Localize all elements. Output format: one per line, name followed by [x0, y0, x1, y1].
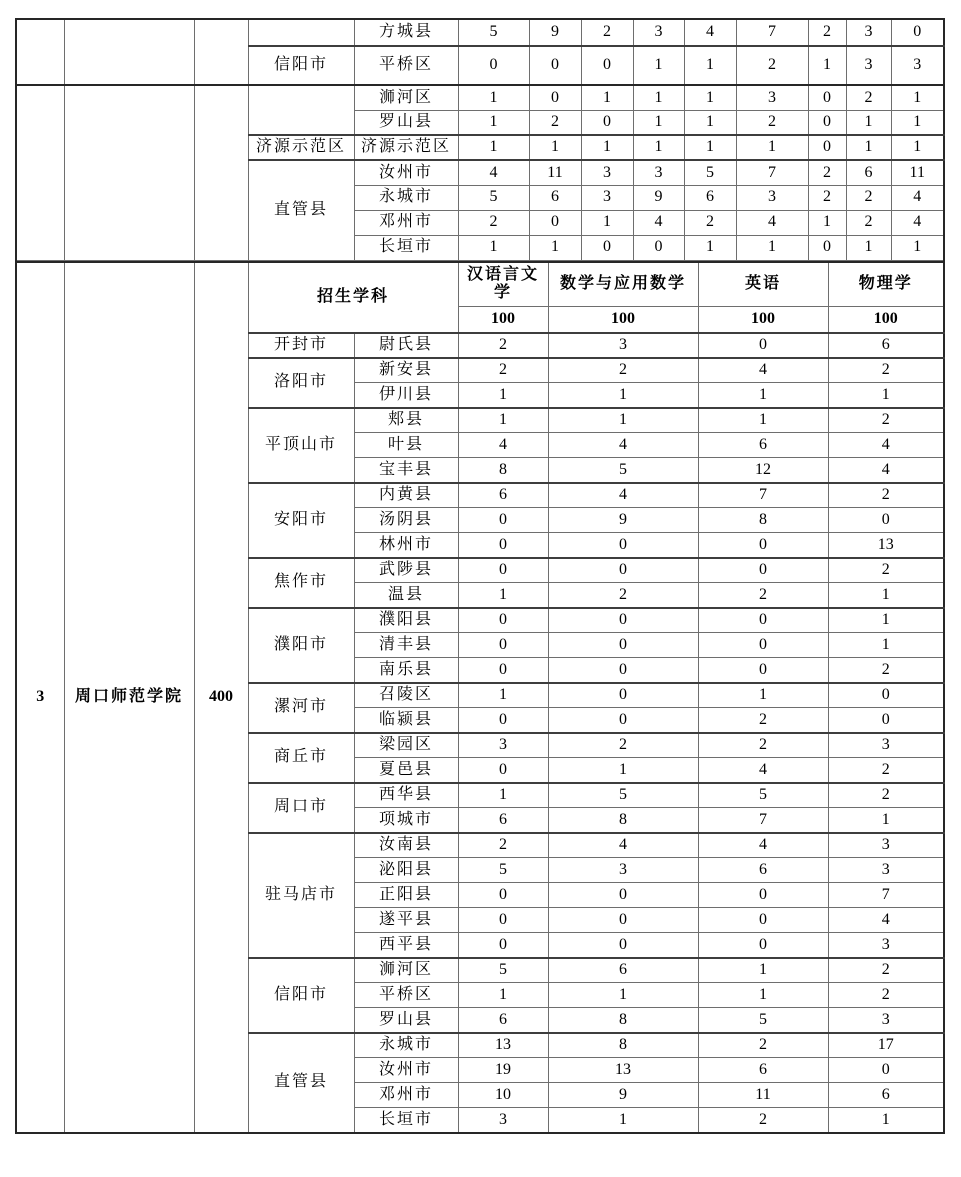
- school-name-cell: [64, 19, 194, 85]
- county-cell: 西平县: [354, 933, 458, 958]
- county-cell: 长垣市: [354, 1108, 458, 1133]
- county-cell: 郏县: [354, 408, 458, 433]
- value-cell: 6: [458, 1008, 548, 1033]
- value-cell: 2: [808, 19, 846, 46]
- value-cell: 8: [548, 1008, 698, 1033]
- value-cell: 1: [846, 235, 891, 260]
- value-cell: 3: [846, 46, 891, 85]
- value-cell: 2: [736, 110, 808, 135]
- value-cell: 1: [458, 408, 548, 433]
- value-cell: 0: [458, 508, 548, 533]
- value-cell: 4: [698, 758, 828, 783]
- value-cell: 2: [846, 185, 891, 210]
- quota-total-cell: 400: [194, 262, 248, 1133]
- value-cell: 3: [458, 733, 548, 758]
- value-cell: 0: [458, 608, 548, 633]
- value-cell: 1: [633, 85, 684, 110]
- city-cell: [248, 85, 354, 135]
- value-cell: 2: [828, 483, 944, 508]
- county-cell: 叶县: [354, 433, 458, 458]
- value-cell: 4: [684, 19, 736, 46]
- county-cell: 武陟县: [354, 558, 458, 583]
- value-cell: 3: [828, 733, 944, 758]
- value-cell: 6: [458, 483, 548, 508]
- value-cell: 7: [698, 808, 828, 833]
- county-cell: 邓州市: [354, 210, 458, 235]
- value-cell: 0: [633, 235, 684, 260]
- county-cell: 濮阳县: [354, 608, 458, 633]
- value-cell: 1: [581, 210, 633, 235]
- value-cell: 0: [548, 683, 698, 708]
- value-cell: 0: [581, 46, 633, 85]
- value-cell: 1: [684, 135, 736, 160]
- value-cell: 2: [828, 758, 944, 783]
- subject-quota-cell: 100: [828, 307, 944, 333]
- county-cell: 泌阳县: [354, 858, 458, 883]
- city-cell: 洛阳市: [248, 358, 354, 408]
- value-cell: 13: [548, 1058, 698, 1083]
- value-cell: 0: [698, 883, 828, 908]
- subject-header-cell: 英语: [698, 262, 828, 307]
- value-cell: 4: [828, 458, 944, 483]
- value-cell: 6: [828, 1083, 944, 1108]
- county-cell: 平桥区: [354, 46, 458, 85]
- value-cell: 12: [698, 458, 828, 483]
- value-cell: 9: [548, 508, 698, 533]
- value-cell: 2: [684, 210, 736, 235]
- value-cell: 1: [684, 235, 736, 260]
- value-cell: 3: [846, 19, 891, 46]
- value-cell: 4: [698, 833, 828, 858]
- value-cell: 3: [828, 933, 944, 958]
- value-cell: 2: [828, 408, 944, 433]
- value-cell: 3: [828, 833, 944, 858]
- value-cell: 1: [846, 110, 891, 135]
- value-cell: 0: [458, 708, 548, 733]
- city-cell: 周口市: [248, 783, 354, 833]
- subjects-label-cell: 招生学科: [248, 262, 458, 333]
- subject-header-cell: 汉语言文学: [458, 262, 548, 307]
- value-cell: 0: [548, 533, 698, 558]
- county-cell: 济源示范区: [354, 135, 458, 160]
- value-cell: 0: [581, 110, 633, 135]
- value-cell: 6: [698, 858, 828, 883]
- value-cell: 1: [548, 383, 698, 408]
- value-cell: 1: [891, 110, 944, 135]
- value-cell: 9: [633, 185, 684, 210]
- county-cell: 永城市: [354, 185, 458, 210]
- value-cell: 11: [529, 160, 581, 185]
- value-cell: 0: [529, 46, 581, 85]
- value-cell: 1: [458, 85, 529, 110]
- value-cell: 1: [548, 983, 698, 1008]
- value-cell: 4: [828, 433, 944, 458]
- value-cell: 1: [633, 46, 684, 85]
- value-cell: 4: [891, 210, 944, 235]
- value-cell: 0: [828, 508, 944, 533]
- value-cell: 2: [828, 983, 944, 1008]
- value-cell: 9: [548, 1083, 698, 1108]
- value-cell: 0: [698, 908, 828, 933]
- value-cell: 1: [828, 1108, 944, 1133]
- value-cell: 1: [529, 135, 581, 160]
- value-cell: 2: [581, 19, 633, 46]
- value-cell: 0: [548, 708, 698, 733]
- value-cell: 0: [698, 558, 828, 583]
- city-cell: 濮阳市: [248, 608, 354, 683]
- value-cell: 2: [698, 1033, 828, 1058]
- value-cell: 1: [458, 683, 548, 708]
- city-cell: 焦作市: [248, 558, 354, 608]
- value-cell: 7: [736, 19, 808, 46]
- city-cell: 信阳市: [248, 958, 354, 1033]
- value-cell: 1: [548, 408, 698, 433]
- value-cell: 19: [458, 1058, 548, 1083]
- value-cell: 0: [581, 235, 633, 260]
- value-cell: 0: [458, 758, 548, 783]
- value-cell: 2: [529, 110, 581, 135]
- value-cell: 3: [633, 19, 684, 46]
- county-cell: 召陵区: [354, 683, 458, 708]
- value-cell: 1: [529, 235, 581, 260]
- value-cell: 2: [698, 733, 828, 758]
- table-row: [16, 262, 944, 307]
- value-cell: 4: [548, 433, 698, 458]
- value-cell: 0: [828, 708, 944, 733]
- value-cell: 3: [828, 1008, 944, 1033]
- county-cell: 新安县: [354, 358, 458, 383]
- value-cell: 2: [458, 833, 548, 858]
- value-cell: 4: [548, 483, 698, 508]
- value-cell: 2: [846, 85, 891, 110]
- value-cell: 3: [581, 185, 633, 210]
- county-cell: 汤阴县: [354, 508, 458, 533]
- value-cell: 0: [808, 110, 846, 135]
- school-name-cell: [64, 85, 194, 260]
- value-cell: 6: [846, 160, 891, 185]
- county-cell: 平桥区: [354, 983, 458, 1008]
- value-cell: 5: [458, 858, 548, 883]
- county-cell: 项城市: [354, 808, 458, 833]
- school-name-cell: 周口师范学院: [64, 262, 194, 1133]
- value-cell: 2: [808, 160, 846, 185]
- value-cell: 2: [736, 46, 808, 85]
- value-cell: 1: [684, 85, 736, 110]
- value-cell: 4: [698, 358, 828, 383]
- value-cell: 1: [684, 46, 736, 85]
- value-cell: 11: [891, 160, 944, 185]
- value-cell: 3: [633, 160, 684, 185]
- value-cell: 5: [458, 185, 529, 210]
- table-row: [16, 19, 944, 46]
- value-cell: 1: [736, 135, 808, 160]
- county-cell: 汝州市: [354, 1058, 458, 1083]
- value-cell: 8: [548, 1033, 698, 1058]
- table-row: [16, 85, 944, 110]
- value-cell: 0: [808, 135, 846, 160]
- sequence-cell: [16, 19, 64, 85]
- value-cell: 0: [698, 608, 828, 633]
- value-cell: 2: [828, 958, 944, 983]
- value-cell: 8: [698, 508, 828, 533]
- city-cell: 漯河市: [248, 683, 354, 733]
- value-cell: 5: [548, 783, 698, 808]
- value-cell: 2: [548, 733, 698, 758]
- value-cell: 3: [891, 46, 944, 85]
- value-cell: 7: [736, 160, 808, 185]
- value-cell: 6: [698, 433, 828, 458]
- county-cell: 南乐县: [354, 658, 458, 683]
- value-cell: 2: [458, 358, 548, 383]
- city-cell: [248, 19, 354, 46]
- value-cell: 6: [698, 1058, 828, 1083]
- value-cell: 2: [458, 210, 529, 235]
- value-cell: 3: [736, 85, 808, 110]
- county-cell: 尉氏县: [354, 333, 458, 358]
- quota-table-top-section: [15, 18, 945, 261]
- value-cell: 7: [828, 883, 944, 908]
- value-cell: 6: [458, 808, 548, 833]
- value-cell: 1: [698, 408, 828, 433]
- value-cell: 1: [458, 983, 548, 1008]
- value-cell: 9: [529, 19, 581, 46]
- value-cell: 0: [548, 933, 698, 958]
- value-cell: 0: [458, 533, 548, 558]
- value-cell: 7: [698, 483, 828, 508]
- county-cell: 永城市: [354, 1033, 458, 1058]
- value-cell: 10: [458, 1083, 548, 1108]
- value-cell: 1: [458, 235, 529, 260]
- value-cell: 3: [736, 185, 808, 210]
- city-cell: 安阳市: [248, 483, 354, 558]
- value-cell: 6: [529, 185, 581, 210]
- value-cell: 0: [458, 933, 548, 958]
- value-cell: 0: [828, 683, 944, 708]
- value-cell: 2: [828, 558, 944, 583]
- county-cell: 临颍县: [354, 708, 458, 733]
- value-cell: 2: [698, 708, 828, 733]
- value-cell: 1: [581, 85, 633, 110]
- quota-total-cell: [194, 19, 248, 85]
- value-cell: 0: [458, 46, 529, 85]
- value-cell: 0: [698, 633, 828, 658]
- county-cell: 正阳县: [354, 883, 458, 908]
- value-cell: 4: [736, 210, 808, 235]
- value-cell: 0: [698, 658, 828, 683]
- value-cell: 4: [548, 833, 698, 858]
- city-cell: 开封市: [248, 333, 354, 358]
- county-cell: 清丰县: [354, 633, 458, 658]
- value-cell: 3: [581, 160, 633, 185]
- value-cell: 1: [698, 683, 828, 708]
- value-cell: 0: [808, 85, 846, 110]
- county-cell: 汝州市: [354, 160, 458, 185]
- value-cell: 0: [548, 658, 698, 683]
- value-cell: 3: [458, 1108, 548, 1133]
- value-cell: 4: [891, 185, 944, 210]
- value-cell: 6: [828, 333, 944, 358]
- value-cell: 1: [828, 583, 944, 608]
- value-cell: 0: [698, 533, 828, 558]
- value-cell: 17: [828, 1033, 944, 1058]
- value-cell: 5: [698, 1008, 828, 1033]
- value-cell: 0: [458, 883, 548, 908]
- value-cell: 1: [736, 235, 808, 260]
- county-cell: 罗山县: [354, 1008, 458, 1033]
- county-cell: 林州市: [354, 533, 458, 558]
- value-cell: 1: [633, 110, 684, 135]
- city-cell: 信阳市: [248, 46, 354, 85]
- value-cell: 0: [458, 633, 548, 658]
- value-cell: 8: [458, 458, 548, 483]
- value-cell: 2: [846, 210, 891, 235]
- value-cell: 1: [808, 210, 846, 235]
- city-cell: 济源示范区: [248, 135, 354, 160]
- value-cell: 0: [698, 333, 828, 358]
- value-cell: 5: [698, 783, 828, 808]
- value-cell: 2: [828, 658, 944, 683]
- value-cell: 1: [684, 110, 736, 135]
- value-cell: 5: [684, 160, 736, 185]
- value-cell: 1: [698, 983, 828, 1008]
- quota-table-school-3: [15, 261, 945, 1134]
- value-cell: 2: [548, 358, 698, 383]
- sequence-cell: 3: [16, 262, 64, 1133]
- value-cell: 1: [458, 135, 529, 160]
- value-cell: 13: [828, 533, 944, 558]
- county-cell: 西华县: [354, 783, 458, 808]
- value-cell: 4: [458, 160, 529, 185]
- city-cell: 驻马店市: [248, 833, 354, 958]
- county-cell: 浉河区: [354, 958, 458, 983]
- value-cell: 1: [458, 383, 548, 408]
- county-cell: 遂平县: [354, 908, 458, 933]
- value-cell: 6: [548, 958, 698, 983]
- county-cell: 长垣市: [354, 235, 458, 260]
- value-cell: 1: [808, 46, 846, 85]
- value-cell: 1: [891, 235, 944, 260]
- value-cell: 4: [458, 433, 548, 458]
- value-cell: 0: [529, 85, 581, 110]
- value-cell: 0: [548, 633, 698, 658]
- value-cell: 1: [548, 758, 698, 783]
- city-cell: 商丘市: [248, 733, 354, 783]
- quota-total-cell: [194, 85, 248, 260]
- value-cell: 0: [458, 658, 548, 683]
- sequence-cell: [16, 85, 64, 260]
- city-cell: 直管县: [248, 160, 354, 260]
- subject-header-cell: 数学与应用数学: [548, 262, 698, 307]
- value-cell: 3: [828, 858, 944, 883]
- county-cell: 浉河区: [354, 85, 458, 110]
- value-cell: 2: [828, 358, 944, 383]
- value-cell: 1: [458, 783, 548, 808]
- value-cell: 1: [548, 1108, 698, 1133]
- value-cell: 0: [529, 210, 581, 235]
- value-cell: 3: [548, 333, 698, 358]
- subject-header-cell: 物理学: [828, 262, 944, 307]
- value-cell: 1: [633, 135, 684, 160]
- value-cell: 4: [828, 908, 944, 933]
- value-cell: 1: [698, 383, 828, 408]
- value-cell: 1: [458, 583, 548, 608]
- value-cell: 1: [581, 135, 633, 160]
- value-cell: 2: [698, 1108, 828, 1133]
- value-cell: 1: [891, 135, 944, 160]
- value-cell: 2: [458, 333, 548, 358]
- subject-quota-cell: 100: [458, 307, 548, 333]
- county-cell: 伊川县: [354, 383, 458, 408]
- value-cell: 6: [684, 185, 736, 210]
- city-cell: 直管县: [248, 1033, 354, 1133]
- value-cell: 2: [808, 185, 846, 210]
- value-cell: 2: [828, 783, 944, 808]
- value-cell: 0: [548, 908, 698, 933]
- value-cell: 0: [548, 608, 698, 633]
- value-cell: 0: [808, 235, 846, 260]
- value-cell: 4: [633, 210, 684, 235]
- value-cell: 1: [828, 383, 944, 408]
- value-cell: 0: [891, 19, 944, 46]
- subject-quota-cell: 100: [548, 307, 698, 333]
- county-cell: 汝南县: [354, 833, 458, 858]
- value-cell: 0: [458, 558, 548, 583]
- city-cell: 平顶山市: [248, 408, 354, 483]
- value-cell: 5: [458, 958, 548, 983]
- value-cell: 1: [828, 808, 944, 833]
- value-cell: 0: [698, 933, 828, 958]
- value-cell: 5: [458, 19, 529, 46]
- value-cell: 0: [828, 1058, 944, 1083]
- value-cell: 5: [548, 458, 698, 483]
- county-cell: 内黄县: [354, 483, 458, 508]
- value-cell: 0: [548, 883, 698, 908]
- value-cell: 1: [828, 608, 944, 633]
- county-cell: 邓州市: [354, 1083, 458, 1108]
- value-cell: 1: [458, 110, 529, 135]
- county-cell: 梁园区: [354, 733, 458, 758]
- quota-table-wrapper: [15, 18, 945, 1134]
- value-cell: 11: [698, 1083, 828, 1108]
- value-cell: 8: [548, 808, 698, 833]
- value-cell: 13: [458, 1033, 548, 1058]
- county-cell: 宝丰县: [354, 458, 458, 483]
- value-cell: 3: [548, 858, 698, 883]
- county-cell: 夏邑县: [354, 758, 458, 783]
- value-cell: 2: [698, 583, 828, 608]
- county-cell: 温县: [354, 583, 458, 608]
- value-cell: 1: [891, 85, 944, 110]
- value-cell: 0: [548, 558, 698, 583]
- value-cell: 2: [548, 583, 698, 608]
- value-cell: 0: [458, 908, 548, 933]
- subject-quota-cell: 100: [698, 307, 828, 333]
- value-cell: 1: [846, 135, 891, 160]
- value-cell: 1: [828, 633, 944, 658]
- value-cell: 1: [698, 958, 828, 983]
- county-cell: 罗山县: [354, 110, 458, 135]
- county-cell: 方城县: [354, 19, 458, 46]
